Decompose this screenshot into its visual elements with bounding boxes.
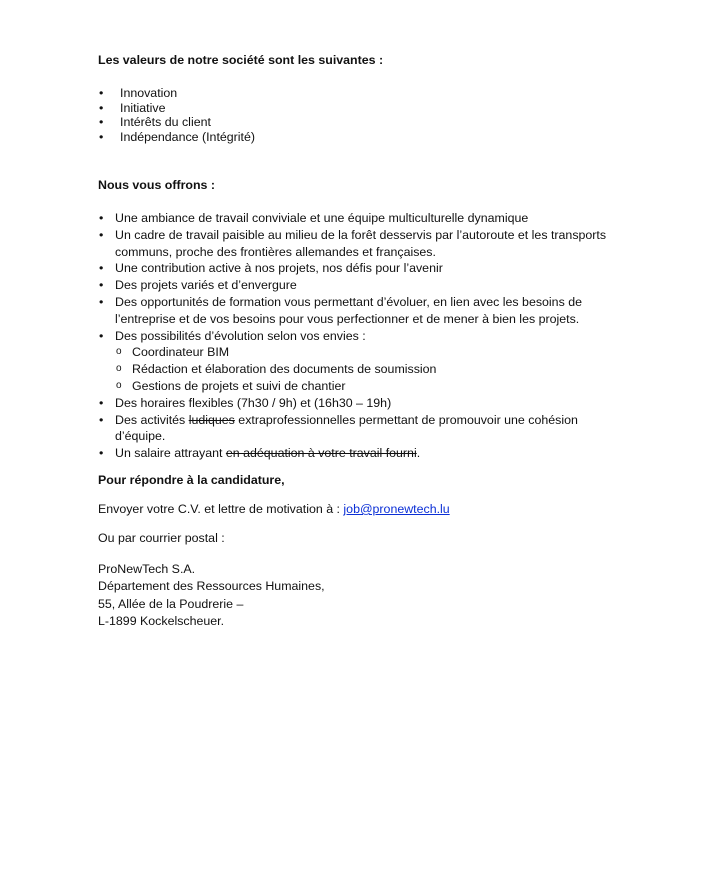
offers-list (98, 210, 628, 462)
list-item: • Des projets variés et d’envergure (98, 277, 628, 294)
list-item: • Une contribution active à nos projets, nos défis pour l’avenir (98, 260, 628, 277)
sub-list-item: o Gestions de projets et suivi de chantier (115, 378, 628, 395)
postal-text: Ou par courrier postal : (98, 531, 225, 545)
list-item (98, 412, 628, 446)
list-item: • Initiative (98, 101, 255, 116)
sub-list (115, 344, 628, 394)
list-item (98, 445, 628, 462)
list-item: • Indépendance (Intégrité) (98, 130, 255, 145)
list-item: • Des opportunités de formation vous permettant d’évoluer, en lien avec les besoins de l’entreprise et de vos besoins pour vous perfectionner et de mener à bien les projets. (98, 294, 628, 328)
sub-list-item: o Rédaction et élaboration des documents de soumission (115, 361, 628, 378)
struck-text: ludiques (188, 412, 235, 427)
email-link[interactable]: job@pronewtech.lu (343, 502, 450, 516)
list-item-text: extraprofessionnelles permettant de promouvoir une cohésion d’équipe. (115, 412, 578, 444)
list-item-text: . (416, 446, 421, 461)
postal-address (98, 561, 325, 631)
values-heading: Les valeurs de notre société sont les suivantes : (98, 53, 384, 67)
application-heading: Pour répondre à la candidature, (98, 473, 285, 487)
send-instructions (98, 501, 450, 518)
address-line: Département des Ressources Humaines, (98, 579, 325, 594)
sub-list-item: o Coordinateur BIM (115, 344, 628, 361)
list-item (98, 328, 628, 395)
offers-heading: Nous vous offrons : (98, 178, 216, 192)
list-item-text: Un salaire attrayant (115, 446, 226, 461)
address-line: L-1899 Kockelscheuer. (98, 614, 225, 629)
list-item: • Un cadre de travail paisible au milieu de la forêt desservis par l’autoroute et les transports communs, proche des frontières allemandes et françaises. (98, 227, 628, 261)
list-item: • Innovation (98, 86, 255, 101)
list-item-text: Des activités (115, 412, 189, 427)
address-line: ProNewTech S.A. (98, 562, 196, 576)
address-line: 55, Allée de la Poudrerie – (98, 596, 244, 611)
values-list (98, 86, 255, 144)
list-item-text: Des possibilités d’évolution selon vos envies : (115, 328, 366, 343)
list-item: • Une ambiance de travail conviviale et une équipe multiculturelle dynamique (98, 210, 628, 227)
list-item: • Intérêts du client (98, 115, 255, 130)
send-text: Envoyer votre C.V. et lettre de motivation à : (98, 502, 344, 516)
list-item: • Des horaires flexibles (7h30 / 9h) et (16h30 – 19h) (98, 395, 628, 412)
struck-text: en adéquation à votre travail fourni (225, 446, 417, 461)
